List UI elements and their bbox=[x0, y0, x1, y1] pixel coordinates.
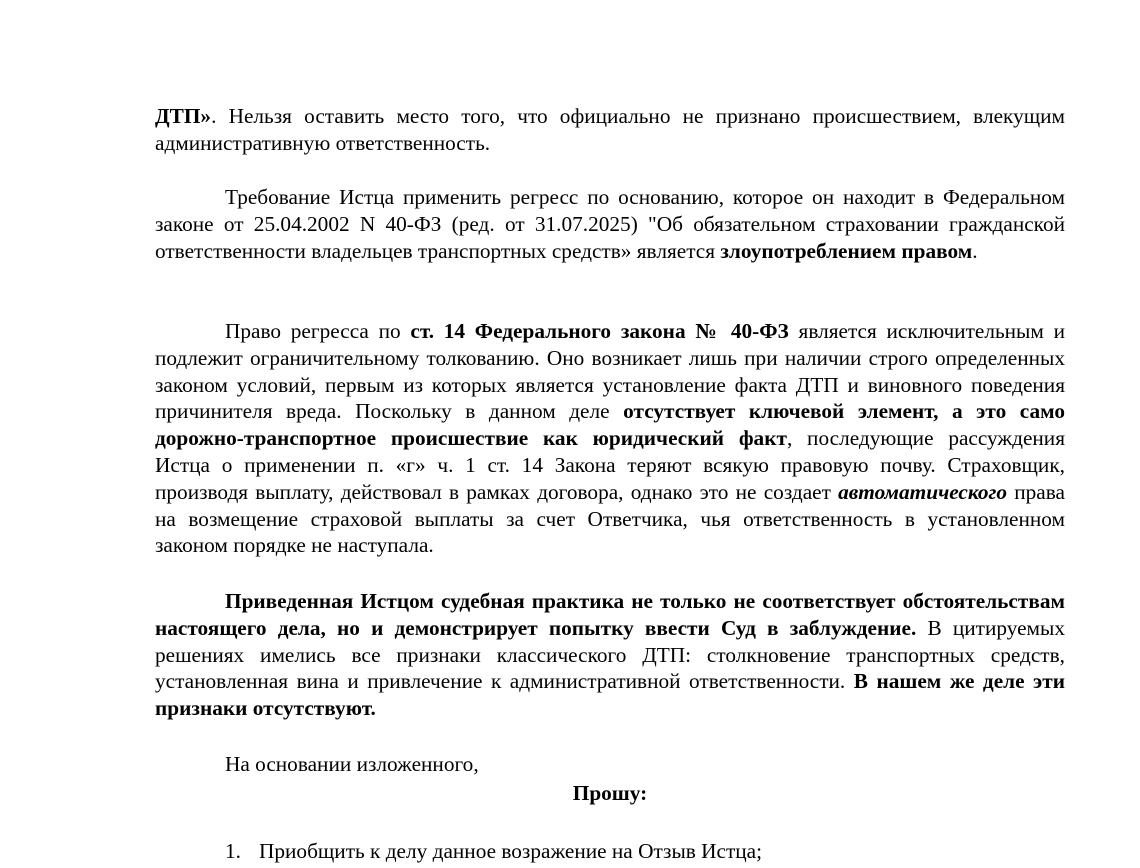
request-heading: Прошу: bbox=[572, 781, 648, 805]
paragraph-regress-right bbox=[155, 318, 1065, 559]
paragraph-text: В цитируемых решениях имелись все признаки классического ДТП: столкновение транспортных средств, установленная вина и привлечение к административной ответственности. bbox=[155, 615, 1065, 694]
paragraph-text: права на возмещение страховой выплаты за счет Ответчика, чья ответственность в установленном законом порядке не наступала. bbox=[155, 479, 1065, 558]
paragraph-text: . bbox=[972, 238, 978, 263]
list-item bbox=[225, 838, 762, 865]
bold-text: отсутствует ключевой элемент, а это само дорожно-транспортное происшествие как юридический факт bbox=[155, 399, 1065, 451]
list-item-text: Приобщить к делу данное возражение на Отзыв Истца; bbox=[259, 839, 763, 863]
paragraph-text: , последующие рассуждения Истца о применении п. «г» ч. 1 ст. 14 Закона теряют всякую правовую почву. Страховщик, производя выплату, действовал в рамках договора, однако это не создает bbox=[155, 426, 1065, 504]
paragraph-text: является исключительным и подлежит ограничительному толкованию. Оно возникает лишь при наличии строго определенных законом условий, первым из которых является установление факта ДТП и виновного поведения причинителя вреда. Поскольку в данном деле bbox=[155, 319, 1065, 424]
paragraph-based-on: На основании изложенного, bbox=[225, 752, 479, 776]
bold-text: злоупотреблением правом bbox=[720, 238, 973, 263]
paragraph-text: . Нельзя оставить место того, что официально не признано происшествием, влекущим административную ответственность. bbox=[155, 104, 1065, 155]
list-item-number: 1. bbox=[225, 839, 241, 863]
bold-text: В нашем же деле эти признаки отсутствуют. bbox=[155, 669, 1065, 721]
paragraph-text: Право регресса по bbox=[225, 319, 411, 343]
paragraph-regress-claim bbox=[155, 184, 1065, 264]
paragraph-continuation bbox=[155, 103, 1065, 157]
bold-text: ст. 14 Федерального закона № 40-ФЗ bbox=[410, 319, 789, 343]
bold-text: Приведенная Истцом судебная практика не только не соответствует обстоятельствам настоящего дела, но и демонстрирует попытку ввести Суд в заблуждение. bbox=[155, 589, 1065, 640]
paragraph-text: Требование Истца применить регресс по основанию, которое он находит в Федеральном законе от 25.04.2002 N 40-ФЗ (ред. от 31.07.2025) "Об обязательном страховании гражданской ответственности владельцев транспортных средств» является bbox=[155, 185, 1065, 263]
paragraph-court-practice bbox=[155, 588, 1065, 722]
bold-text: ДТП» bbox=[155, 104, 212, 128]
bold-italic-text: автоматического bbox=[838, 479, 1008, 504]
